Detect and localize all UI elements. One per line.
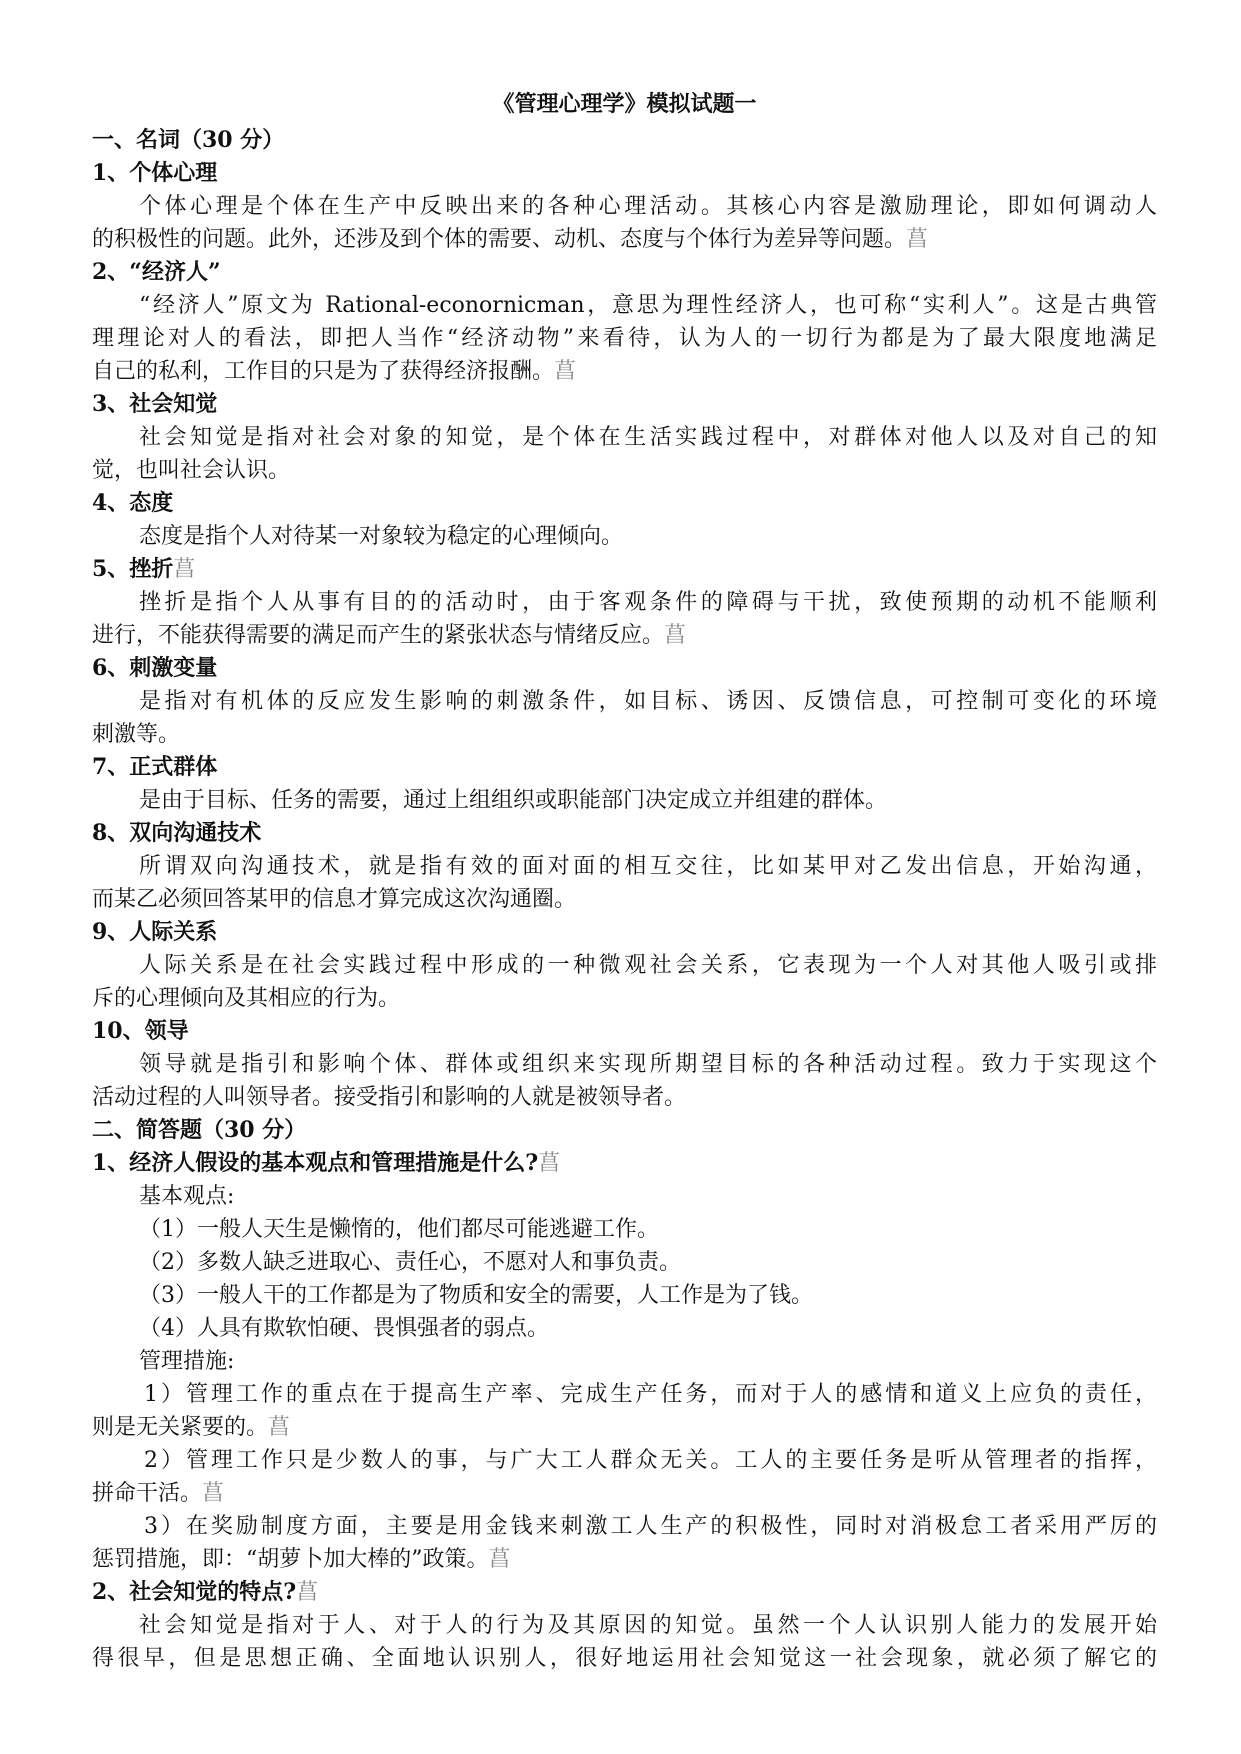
answer-line: 社会知觉是指对于人、对于人的行为及其原因的知觉。虽然一个人认识别人能力的发展开始 bbox=[139, 1613, 1157, 1638]
measure-line: 则是无关紧要的。菖 bbox=[92, 1415, 291, 1440]
question-heading: 1、经济人假设的基本观点和管理措施是什么?菖 bbox=[92, 1150, 561, 1176]
answer-line: 得很早，但是思想正确、全面地认识别人，很好地运用社会知觉这一社会现象，就必须了解它的 bbox=[92, 1646, 1157, 1671]
stray-glyph: 菖 bbox=[202, 1481, 225, 1506]
term-heading: 1、个体心理 bbox=[92, 160, 218, 186]
term-body-line: 挫折是指个人从事有目的的活动时，由于客观条件的障碍与干扰，致使预期的动机不能顺利 bbox=[139, 590, 1157, 615]
stray-glyph: 菖 bbox=[488, 1547, 511, 1572]
section-header-terms: 一、名词（30 分） bbox=[92, 127, 285, 153]
term-body-line: 领导就是指引和影响个体、群体或组织来实现所期望目标的各种活动过程。致力于实现这个 bbox=[139, 1052, 1157, 1077]
term-heading: 9、人际关系 bbox=[92, 919, 218, 945]
answer-subheading: 管理措施: bbox=[139, 1349, 235, 1374]
term-body-line: 人际关系是在社会实践过程中形成的一种微观社会关系，它表现为一个人对其他人吸引或排 bbox=[139, 953, 1157, 978]
measure-line: 拼命干活。菖 bbox=[92, 1481, 225, 1506]
answer-point: （3）一般人干的工作都是为了物质和安全的需要，人工作是为了钱。 bbox=[139, 1283, 813, 1308]
term-heading: 6、刺激变量 bbox=[92, 655, 218, 681]
term-heading: 2、“经济人” bbox=[92, 259, 221, 285]
stray-glyph: 菖 bbox=[554, 359, 577, 384]
answer-subheading: 基本观点: bbox=[139, 1184, 235, 1209]
term-body-line: 刺激等。 bbox=[92, 722, 181, 747]
term-body-line: 个体心理是个体在生产中反映出来的各种心理活动。其核心内容是激励理论，即如何调动人 bbox=[139, 194, 1157, 219]
term-body-line: 自己的私利，工作目的只是为了获得经济报酬。菖 bbox=[92, 359, 577, 384]
measure-line: 3）在奖励制度方面，主要是用金钱来刺激工人生产的积极性，同时对消极怠工者采用严厉的 bbox=[144, 1514, 1157, 1539]
term-body-line: 理理论对人的看法，即把人当作“经济动物”来看待，认为人的一切行为都是为了最大限度地满足 bbox=[92, 326, 1157, 351]
term-body-line: 所谓双向沟通技术，就是指有效的面对面的相互交往，比如某甲对乙发出信息，开始沟通， bbox=[139, 854, 1157, 879]
stray-glyph: 菖 bbox=[173, 557, 196, 582]
term-heading: 5、挫折菖 bbox=[92, 556, 196, 582]
question-heading: 2、社会知觉的特点?菖 bbox=[92, 1579, 319, 1605]
stray-glyph: 菖 bbox=[296, 1580, 319, 1605]
measure-line: 惩罚措施，即：“胡萝卜加大棒的”政策。菖 bbox=[92, 1547, 511, 1572]
term-heading: 4、态度 bbox=[92, 490, 174, 516]
term-body-line: 进行，不能获得需要的满足而产生的紧张状态与情绪反应。菖 bbox=[92, 623, 687, 648]
term-heading: 8、双向沟通技术 bbox=[92, 820, 262, 846]
stray-glyph: 菖 bbox=[268, 1415, 291, 1440]
term-body-line: 的积极性的问题。此外，还涉及到个体的需要、动机、态度与个体行为差异等问题。菖 bbox=[92, 227, 929, 252]
term-body-line: 而某乙必须回答某甲的信息才算完成这次沟通圈。 bbox=[92, 887, 577, 912]
document-title: 《管理心理学》模拟试题一 bbox=[492, 91, 757, 117]
term-body-line: 态度是指个人对待某一对象较为稳定的心理倾向。 bbox=[139, 524, 624, 549]
stray-glyph: 菖 bbox=[906, 227, 929, 252]
measure-line: 2）管理工作只是少数人的事，与广大工人群众无关。工人的主要任务是听从管理者的指挥， bbox=[144, 1448, 1157, 1473]
answer-point: （2）多数人缺乏进取心、责任心，不愿对人和事负责。 bbox=[139, 1250, 681, 1275]
term-body-line: 斥的心理倾向及其相应的行为。 bbox=[92, 986, 401, 1011]
stray-glyph: 菖 bbox=[538, 1151, 561, 1176]
stray-glyph: 菖 bbox=[664, 623, 687, 648]
answer-point: （1）一般人天生是懒惰的，他们都尽可能逃避工作。 bbox=[139, 1217, 659, 1242]
term-body-line: 是指对有机体的反应发生影响的刺激条件，如目标、诱因、反馈信息，可控制可变化的环境 bbox=[139, 689, 1157, 714]
term-heading: 10、领导 bbox=[92, 1018, 189, 1044]
term-body-line: 是由于目标、任务的需要，通过上组组织或职能部门决定成立并组建的群体。 bbox=[139, 788, 888, 813]
term-body-line: 活动过程的人叫领导者。接受指引和影响的人就是被领导者。 bbox=[92, 1085, 687, 1110]
measure-line: 1）管理工作的重点在于提高生产率、完成生产任务，而对于人的感情和道义上应负的责任， bbox=[144, 1382, 1157, 1407]
term-body-line: “经济人”原文为 Rational-econornicman，意思为理性经济人，也可称“实利人”。这是古典管 bbox=[139, 293, 1157, 318]
section-header-short-answer: 二、简答题（30 分） bbox=[92, 1117, 307, 1143]
term-body-line: 社会知觉是指对社会对象的知觉，是个体在生活实践过程中，对群体对他人以及对自己的知 bbox=[139, 425, 1157, 450]
term-heading: 7、正式群体 bbox=[92, 754, 218, 780]
term-heading: 3、社会知觉 bbox=[92, 391, 218, 417]
answer-point: （4）人具有欺软怕硬、畏惧强者的弱点。 bbox=[139, 1316, 549, 1341]
term-body-line: 觉，也叫社会认识。 bbox=[92, 458, 291, 483]
